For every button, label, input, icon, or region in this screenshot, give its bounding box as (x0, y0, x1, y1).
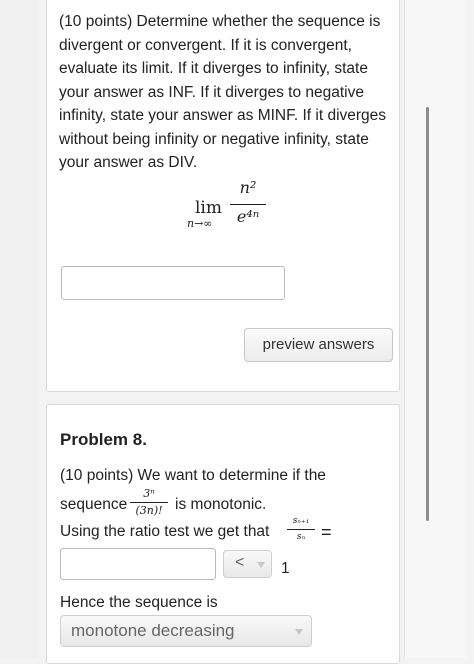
problem-description: (10 points) Determine whether the sequence is divergent or convergent. If it is convergent, evaluate its limit. If it diverges to infinity, state your answer as INF. If it diverges to negative infinity, state your answer as MINF. If it diverges without being infinity or negative infinity, state your answer as DIV. (59, 13, 387, 171)
limit-subscript: n→∞ (187, 217, 213, 230)
chevron-down-icon (257, 562, 265, 568)
comparison-rhs: 1 (281, 560, 290, 577)
sequence-numerator: 3ⁿ (143, 487, 155, 500)
ratio-denominator: sₙ (296, 532, 306, 542)
comparison-select[interactable] (223, 550, 272, 578)
problem-card (46, 0, 400, 392)
sequence-label: sequence (60, 496, 128, 513)
is-monotonic-text: is monotonic. (175, 496, 267, 513)
hence-text: Hence the sequence is (60, 594, 218, 611)
sequence-denominator: (3n)! (135, 504, 163, 517)
ratio-answer-input[interactable] (60, 548, 216, 580)
preview-answers-button[interactable]: preview answers (244, 328, 393, 362)
fraction-denominator: e⁴ⁿ (236, 207, 260, 226)
monotonic-select-value: monotone decreasing (71, 621, 235, 640)
fraction-bar (230, 204, 266, 205)
answer-input[interactable] (61, 266, 285, 300)
problem-card-8 (46, 404, 400, 664)
limit-operator: lim (195, 198, 222, 218)
ratio-numerator: sₙ₊₁ (292, 516, 310, 526)
sequence-fraction-bar (130, 502, 168, 503)
monotonic-select[interactable] (60, 615, 312, 647)
problem-heading: Problem 8. (60, 430, 147, 449)
left-margin (0, 0, 38, 658)
comparison-value: < (235, 554, 245, 571)
ratio-test-text: Using the ratio test we get that (60, 523, 270, 540)
ratio-fraction-bar (287, 529, 315, 530)
equals-sign: = (321, 522, 332, 542)
fraction-numerator: n² (239, 178, 257, 197)
scrollbar[interactable] (426, 107, 429, 521)
side-panel (404, 0, 467, 658)
chevron-down-icon (295, 629, 303, 635)
problem-intro: (10 points) We want to determine if the (60, 467, 326, 484)
